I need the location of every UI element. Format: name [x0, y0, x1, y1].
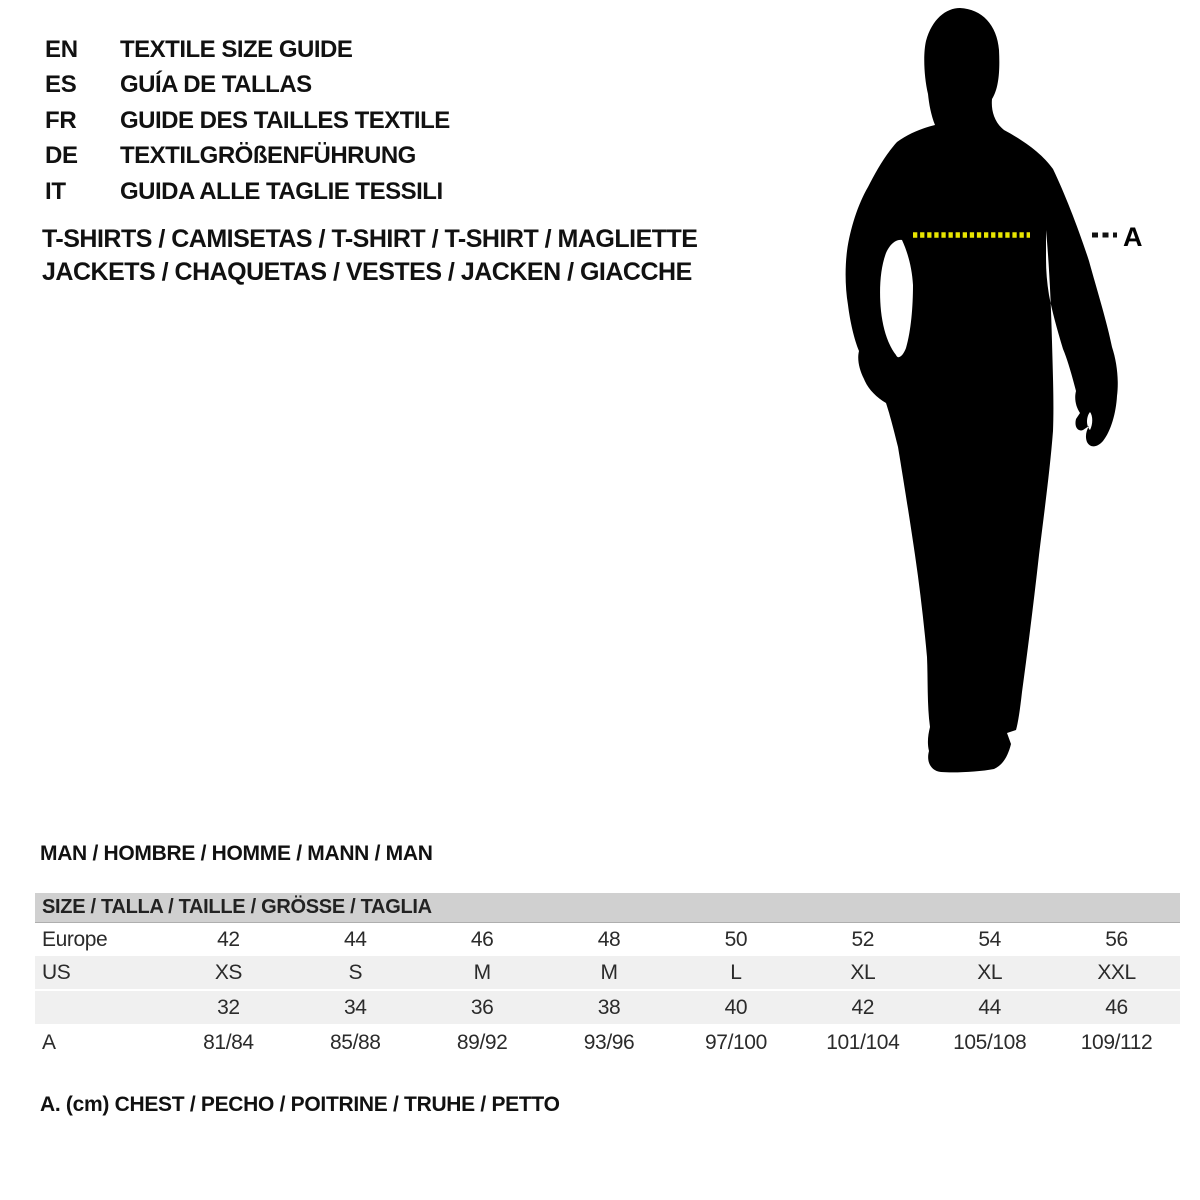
size-cell: L — [730, 961, 742, 984]
language-code: ES — [45, 71, 77, 99]
size-cell: 56 — [1105, 928, 1128, 951]
table-row-numeric — [35, 991, 1180, 1026]
size-cell: XS — [214, 961, 243, 984]
size-cell: 50 — [724, 928, 748, 951]
language-title: GUIDE DES TAILLES TEXTILE — [120, 106, 450, 134]
measurement-footnote: A. (cm) CHEST / PECHO / POITRINE / TRUHE / PETTO — [40, 1093, 560, 1116]
size-cell: 32 — [217, 996, 240, 1019]
size-cell: 46 — [1105, 996, 1128, 1019]
language-row-fr — [45, 103, 450, 138]
language-title: TEXTILGRÖßENFÜHRUNG — [120, 142, 416, 170]
row-label: Europe — [42, 928, 108, 951]
language-row-es — [45, 67, 450, 102]
garment-categories — [42, 223, 697, 289]
size-cell: 105/108 — [953, 1031, 1027, 1054]
language-code: FR — [45, 106, 77, 134]
size-cell: 48 — [597, 928, 621, 951]
section-title-man: MAN / HOMBRE / HOMME / MANN / MAN — [40, 842, 433, 865]
size-cell: 44 — [344, 928, 367, 951]
size-cell: M — [600, 961, 618, 984]
man-silhouette-shape — [846, 8, 1118, 772]
language-title: GUÍA DE TALLAS — [120, 71, 312, 99]
man-silhouette-figure — [820, 0, 1180, 790]
language-row-it — [45, 174, 450, 209]
language-code: DE — [45, 142, 78, 170]
size-cell: 34 — [344, 996, 367, 1019]
man-silhouette-svg — [820, 0, 1180, 790]
size-cell: 54 — [978, 928, 1001, 951]
language-list — [45, 32, 450, 209]
size-cell: 42 — [851, 996, 875, 1019]
language-code: EN — [45, 36, 78, 63]
size-cell: 42 — [217, 928, 240, 951]
size-cell: 40 — [724, 996, 748, 1019]
row-label — [35, 991, 165, 1024]
language-title: GUIDA ALLE TAGLIE TESSILI — [120, 177, 443, 205]
size-cell: 97/100 — [705, 1031, 767, 1054]
size-cell: 44 — [978, 996, 1001, 1019]
row-label: US — [42, 961, 71, 984]
category-line-tshirts: T-SHIRTS / CAMISETAS / T-SHIRT / T-SHIRT / MAGLIETTE — [42, 225, 698, 253]
size-table-header: SIZE / TALLA / TAILLE / GRÖSSE / TAGLIA — [35, 893, 1180, 923]
size-cell: XL — [977, 961, 1003, 984]
table-row-us — [35, 956, 1180, 991]
size-cell: 101/104 — [826, 1031, 900, 1054]
table-row-europe — [35, 923, 1180, 956]
size-cell: XXL — [1097, 961, 1136, 984]
language-row-en — [45, 32, 450, 67]
size-cell: M — [473, 961, 491, 984]
size-cell: 52 — [851, 928, 875, 951]
measure-label-a: A — [1123, 222, 1143, 252]
size-cell: 46 — [470, 928, 494, 951]
row-label: A — [42, 1031, 56, 1054]
table-row-chest-a — [35, 1026, 1180, 1059]
size-cell: 36 — [470, 996, 494, 1019]
size-cell: 109/112 — [1080, 1031, 1153, 1054]
size-cell: XL — [850, 961, 876, 984]
language-code: IT — [45, 177, 66, 205]
size-cell: S — [348, 961, 363, 984]
size-cell: 85/88 — [330, 1031, 381, 1054]
size-cell: 81/84 — [203, 1031, 254, 1054]
language-row-de — [45, 138, 450, 173]
language-title: TEXTILE SIZE GUIDE — [120, 36, 353, 63]
size-table — [35, 893, 1180, 1059]
size-cell: 89/92 — [456, 1031, 508, 1054]
size-cell: 38 — [597, 996, 621, 1019]
size-cell: 93/96 — [583, 1031, 635, 1054]
category-line-jackets: JACKETS / CHAQUETAS / VESTES / JACKEN / GIACCHE — [42, 258, 692, 286]
